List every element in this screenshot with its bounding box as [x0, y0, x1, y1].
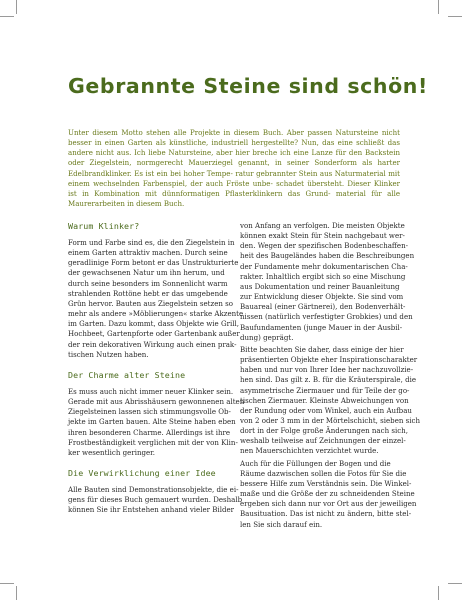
crop-mark-bottom-left-h — [0, 583, 14, 584]
body-line: dung) geprägt. — [240, 332, 294, 342]
body-line: Es muss auch nicht immer neuer Klinker sein. — [68, 386, 234, 396]
body-line: tischen Nutzen haben. — [68, 349, 149, 359]
right-paragraph-2 — [240, 344, 420, 457]
body-line: Form und Farbe sind es, die den Ziegelstein in — [68, 238, 235, 247]
section-heading-verwirklichung-einer-idee: Die Verwirklichung einer Idee — [68, 467, 216, 478]
body-line: der rein dekorativen Wirkung auch einen prak- — [68, 339, 237, 349]
body-line: ergeben sich dann nur vor Ort aus der jeweiligen — [240, 499, 417, 509]
body-line: haben und nur von Ihrer Idee her nachzuvollzie- — [240, 365, 414, 375]
body-line: asymmetrische Ziermauer und für Teile der go- — [240, 385, 410, 395]
body-line: im Garten. Dazu kommt, dass Objekte wie Grill, — [68, 319, 239, 329]
body-line: hen sind. Das gilt z. B. für die Kräuterspirale, die — [240, 375, 417, 385]
page-title: Gebrannte Steine sind schön! — [68, 74, 428, 98]
intro-line: schadet übersteht. Dieser Klinker ist in Kombination mit dünnformatigen Pflasterklinkern das Grund- — [68, 178, 400, 198]
body-line: geradlinige Form betont er das Unstrukturierte — [68, 258, 239, 268]
body-line: können exakt Stein für Stein nachgebaut wer- — [240, 231, 405, 241]
body-line: Ziegelsteinen lassen sich stimmungsvolle Ob- — [68, 407, 231, 417]
right-paragraph-3 — [240, 458, 417, 530]
body-line: strahlenden Rottöne hebt er das umgebende — [68, 288, 228, 298]
body-line: Baufundamenten (junge Mauer in der Ausbil- — [240, 322, 403, 332]
intro-paragraph — [68, 128, 400, 209]
body-line: von 2 oder 3 mm in der Mörtelschicht, sieben sich — [240, 415, 420, 425]
body-line: einem Garten attraktiv machen. Durch seine — [68, 248, 228, 258]
body-line: Frostbeständigkeit verglichen mit der von Klin- — [68, 437, 238, 447]
body-line: durch seine besonders im Sonnenlicht warm — [68, 278, 228, 288]
section-body-warum-klinker — [68, 238, 244, 360]
crop-mark-bottom-right — [438, 586, 439, 600]
right-paragraph-1 — [240, 221, 415, 343]
crop-mark-top-left — [16, 0, 17, 14]
crop-mark-bottom-left — [16, 586, 17, 600]
body-line: rakter. Inhaltlich ergibt sich so eine Mischung — [240, 271, 406, 281]
crop-mark-top-right-h — [448, 16, 462, 17]
crop-mark-top-left-h — [0, 16, 14, 17]
body-line: präsentierten Objekte eher Inspirationscharakter — [240, 355, 418, 365]
body-line: tischen Ziermauer. Kleinste Abweichungen von — [240, 395, 409, 405]
body-line: der Rundung oder vom Winkel, auch ein Aufbau — [240, 405, 412, 415]
intro-line: liebe Natursteine, aber hier breche ich eine Lanze für den Backstein oder Ziegelstein, normgerecht — [68, 148, 400, 168]
body-line: Gerade mit aus Abrisshäusern gewonnenen alten — [68, 397, 245, 407]
body-line: ihren besonderen Charme. Allerdings ist ihre — [68, 427, 231, 437]
section-heading-charme-alter-steine: Der Charme alter Steine — [68, 369, 186, 380]
right-column — [240, 221, 420, 532]
body-line: ker wesentlich geringer. — [68, 447, 155, 457]
section-body-verwirklichung-einer-idee — [68, 484, 243, 515]
body-line: nissen (natürlich verfestigter Grobkies) und den — [240, 312, 413, 322]
section-heading-warum-klinker: Warum Klinker? — [68, 221, 140, 231]
body-line: bessere Hilfe zum Verständnis sein. Die Winkel- — [240, 478, 412, 488]
intro-line: ratur gebrannter Stein aus Naturmaterial mit einem wechselnden Farbenspiel, der auch Fröste unbe- — [68, 168, 400, 188]
crop-mark-top-right — [438, 0, 439, 14]
body-line: von Anfang an verfolgen. Die meisten Objekte — [240, 221, 405, 230]
body-line: nen Mauerschichten verzichtet wurde. — [240, 446, 379, 456]
body-line: Bauareal (einer Gärtnerei), den Bodenverhält- — [240, 302, 406, 312]
body-line: Hochbeet, Gartenpforte oder Gartenbank außer — [68, 329, 240, 339]
body-line: jekte im Garten bauen. Alte Steine haben eben — [68, 417, 236, 427]
intro-line: material für alle Maurerarbeiten in diesem Buch. — [68, 188, 400, 209]
body-line: der gewachsenen Natur um ihn herum, und — [68, 268, 225, 278]
body-line: können Sie ihr Entstehen anhand vieler Bilder — [68, 505, 234, 515]
body-line: der Fundamente mehr dokumentarischen Cha- — [240, 261, 408, 271]
section-body-charme-alter-steine — [68, 386, 245, 458]
body-line: Räume dazwischen sollen die Fotos für Sie die — [240, 468, 407, 478]
left-column — [68, 221, 245, 517]
body-line: dort in der Folge große Änderungen nach sich, — [240, 426, 408, 436]
body-line: Bausituation. Das ist nicht zu ändern, bitte stel- — [240, 509, 412, 519]
crop-mark-bottom-right-h — [448, 583, 462, 584]
body-line: weshalb teilweise auf Zeichnungen der einzel- — [240, 436, 406, 446]
body-line: den. Wegen der spezifischen Bodenbeschaffen- — [240, 241, 409, 251]
body-line: Alle Bauten sind Demonstrationsobjekte, die ei- — [68, 484, 239, 494]
intro-line: Unter diesem Motto stehen alle Projekte in diesem Buch. Aber passen Natursteine nicht besser in — [68, 128, 400, 148]
body-line: mehr als andere »Möblierungen« starke Akzente — [68, 309, 244, 319]
body-line: heit des Baugeländes haben die Beschreibungen — [240, 251, 415, 261]
intro-line: Mauerziegel genannt, in seiner Sonderform als harter Edelbrandklinker. Es ist ein bei hoher Tempe- — [68, 158, 400, 178]
body-line: gens für dieses Buch gemauert wurden. Deshalb — [68, 495, 243, 505]
body-line: Bitte beachten Sie daher, dass einige der hier — [240, 344, 404, 354]
body-line: Grün hervor. Bauten aus Ziegelstein setzen so — [68, 298, 234, 308]
intro-line: einen Garten als künstliche, industriell hergestellte? Nun, das eine schließt das andere nicht aus. Ich — [68, 138, 400, 158]
body-line: aus Dokumentation und reiner Bauanleitung — [240, 281, 400, 291]
body-line: len Sie sich darauf ein. — [240, 519, 323, 529]
body-line: maße und die Größe der zu schneidenden Steine — [240, 489, 415, 499]
body-line: zur Entwicklung dieser Objekte. Sie sind vom — [240, 292, 404, 302]
body-line: Auch für die Füllungen der Bogen und die — [240, 458, 391, 468]
